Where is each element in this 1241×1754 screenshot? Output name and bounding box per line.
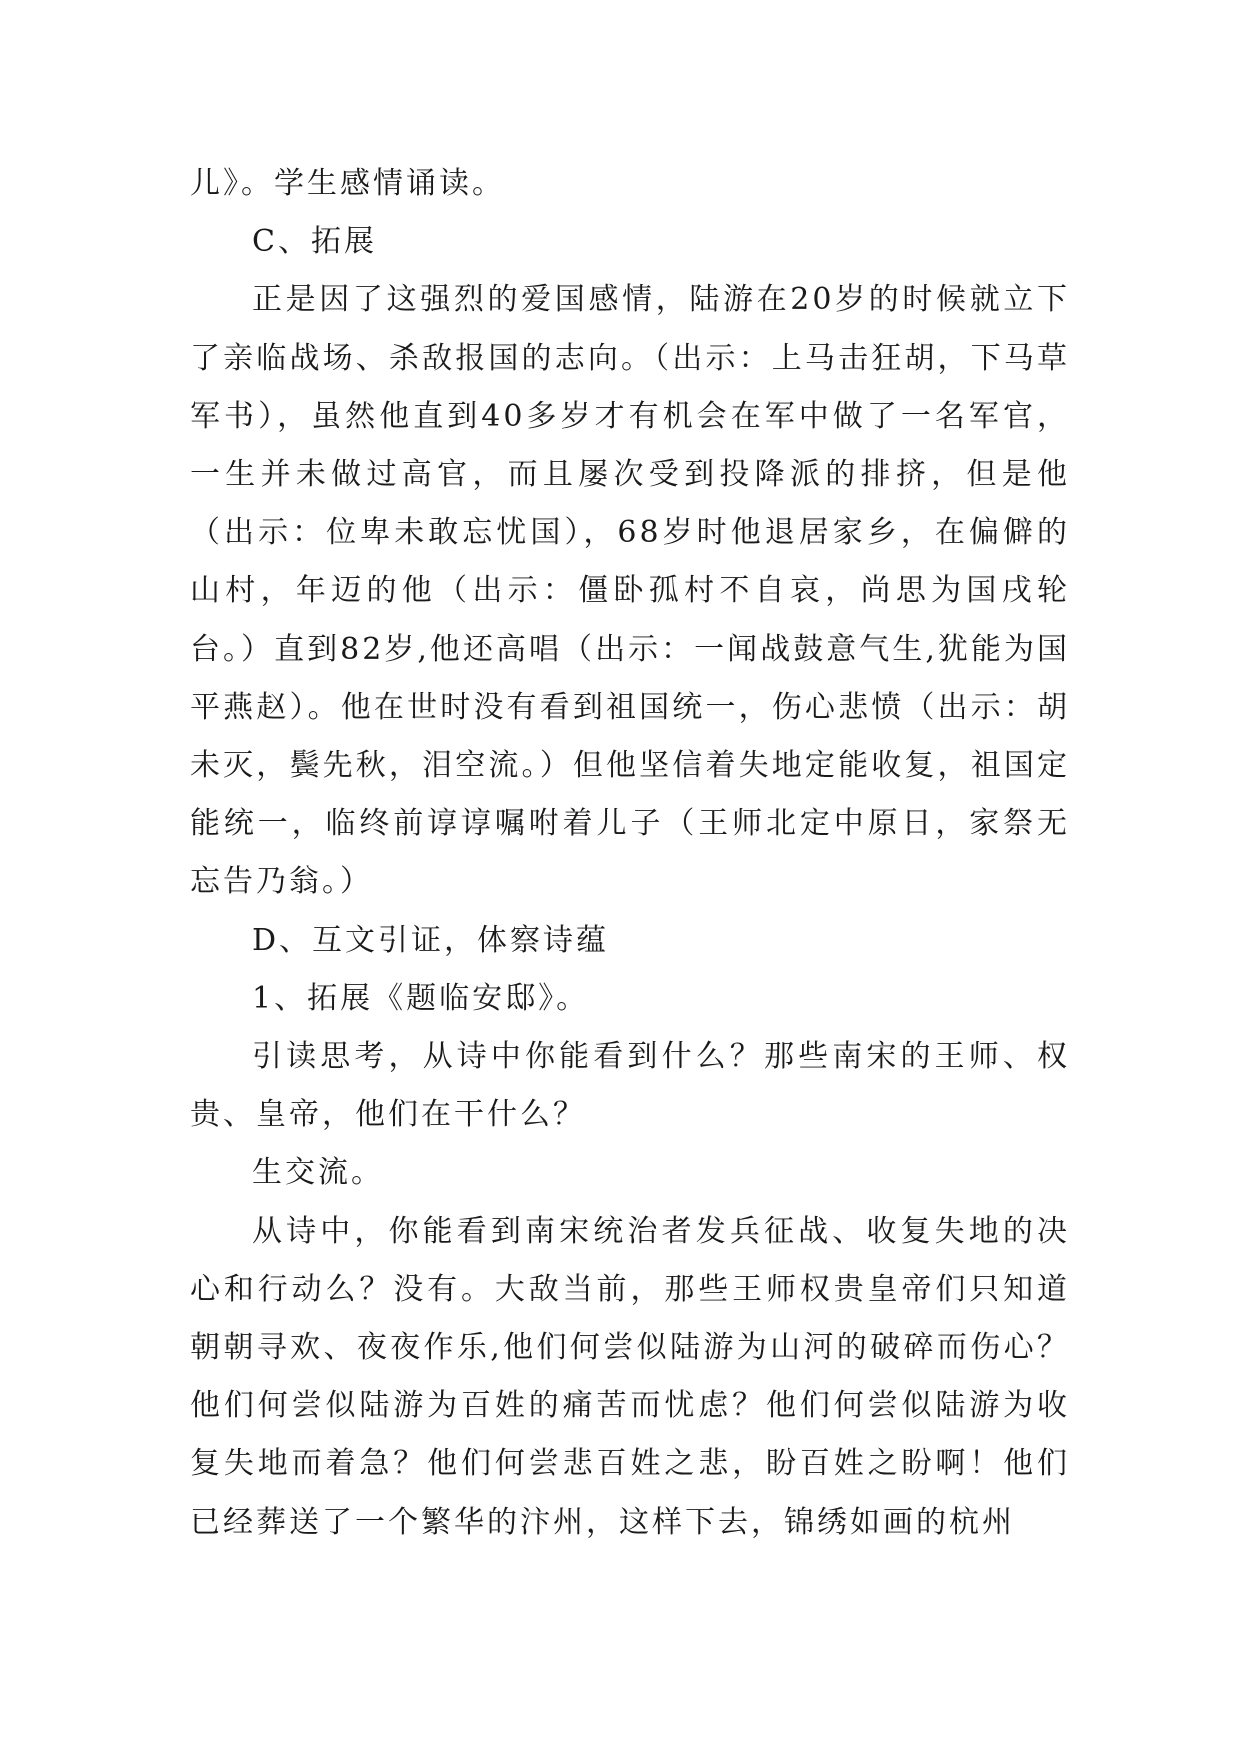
list-item-1: 1、拓展《题临安邸》。 bbox=[252, 980, 590, 1016]
section-heading-d: D、互文引证，体察诗蕴 bbox=[252, 922, 610, 958]
paragraph-guide-question: 引读思考，从诗中你能看到什么？那些南宋的王师、权贵、皇帝，他们在干什么？ bbox=[190, 1039, 1070, 1133]
section-heading-c: C、拓展 bbox=[252, 224, 377, 260]
paragraph-discussion: 从诗中，你能看到南宋统治者发兵征战、收复失地的决心和行动么？没有。大敌当前，那些王师权贵皇帝们只知道朝朝寻欢、夜夜作乐,他们何尝似陆游为山河的破碎而伤心？他们何尝似陆游为百姓的痛苦而忧虑？他们何尝似陆游为收复失地而着急？他们何尝悲百姓之悲，盼百姓之盼啊！他们已经葬送了一个繁华的汴州，这样下去，锦绣如画的杭州 bbox=[190, 1213, 1070, 1540]
paragraph-student-exchange: 生交流。 bbox=[252, 1155, 384, 1191]
paragraph-continuation: 儿》。学生感情诵读。 bbox=[190, 166, 505, 201]
document-body bbox=[190, 155, 1070, 1552]
paragraph-expansion: 正是因了这强烈的爱国感情，陆游在20岁的时候就立下了亲临战场、杀敌报国的志向。（出示：上马击狂胡，下马草军书），虽然他直到40多岁才有机会在军中做了一名军官，一生并未做过高官，而且屡次受到投降派的排挤，但是他（出示：位卑未敢忘忧国），68岁时他退居家乡，在偏僻的山村，年迈的他（出示：僵卧孤村不自哀，尚思为国戌轮台。）直到82岁,他还高唱（出示：一闻战鼓意气生,犹能为国平燕赵）。他在世时没有看到祖国统一，伤心悲愤（出示：胡未灭，鬓先秋，泪空流。）但他坚信着失地定能收复，祖国定能统一，临终前谆谆嘱咐着儿子（王师北定中原日，家祭无忘告乃翁。） bbox=[190, 282, 1070, 900]
